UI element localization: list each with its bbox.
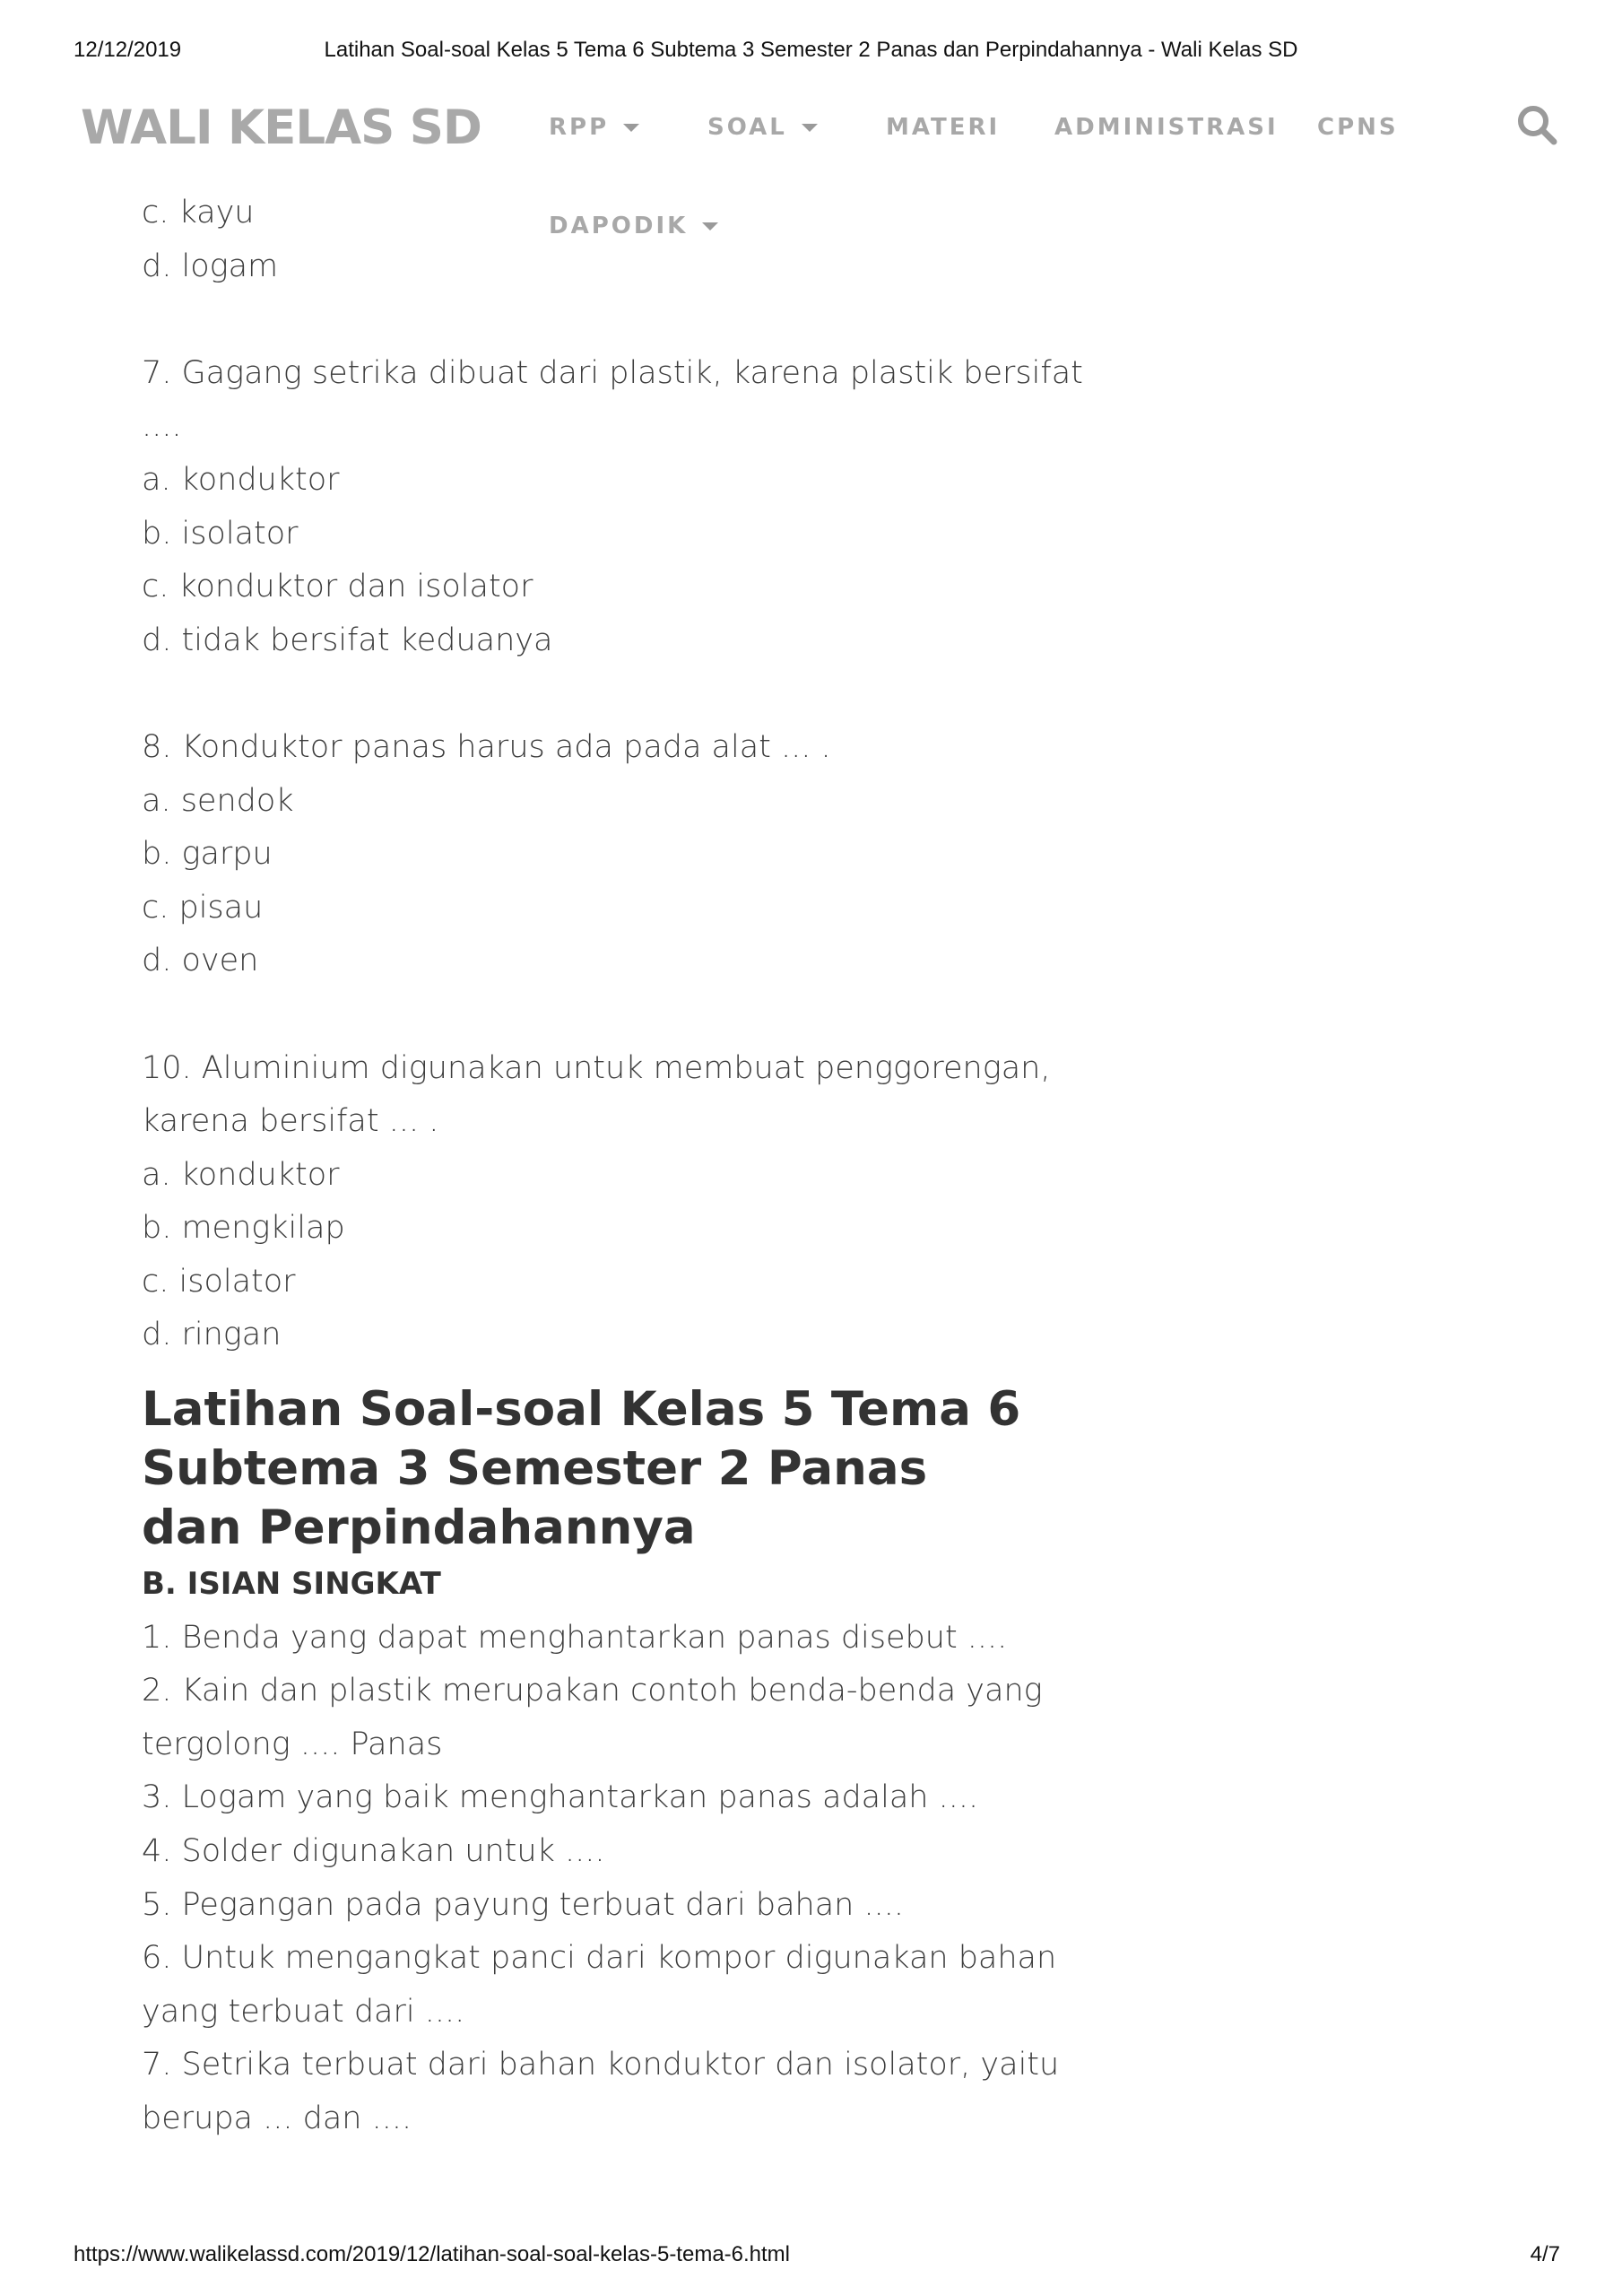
nav-item-rpp[interactable] <box>549 114 639 141</box>
nav-item-label: RPP <box>549 114 610 141</box>
page-url[interactable]: https://www.walikelassd.com/2019/12/latihan-soal-soal-kelas-5-tema-6.html <box>74 2242 791 2266</box>
option-item: c. kayu <box>142 195 255 230</box>
section-heading: B. ISIAN SINGKAT <box>142 1566 441 1603</box>
option-item: c. isolator <box>142 1263 296 1300</box>
question-text: karena bersifat ... . <box>142 1103 439 1140</box>
nav-item-label: DAPODIK <box>549 213 689 239</box>
question-8 <box>142 721 1038 988</box>
nav-item-soal[interactable] <box>707 114 818 141</box>
caret-down-icon <box>623 124 639 132</box>
question-7 <box>142 347 1083 668</box>
short-answer-line: 2. Kain dan plastik merupakan contoh benda-benda yang <box>142 1673 1043 1709</box>
option-item: d. ringan <box>142 1317 282 1353</box>
short-answer-list <box>142 1612 1060 2146</box>
question-10 <box>142 1042 1051 1363</box>
short-answer-line: yang terbuat dari .... <box>142 1993 465 2030</box>
print-page-title: Latihan Soal-soal Kelas 5 Tema 6 Subtema 3 Semester 2 Panas dan Perpindahannya - Wali Kelas SD <box>324 38 1298 62</box>
option-item: a. konduktor <box>142 1156 340 1193</box>
short-answer-line: tergolong .... Panas <box>142 1726 443 1762</box>
search-icon[interactable] <box>1515 103 1558 146</box>
question-text: 10. Aluminium digunakan untuk membuat penggorengan, <box>142 1049 1051 1086</box>
option-item: b. mengkilap <box>142 1210 345 1247</box>
option-item: c. konduktor dan isolator <box>142 569 533 605</box>
option-item: d. logam <box>142 248 279 284</box>
caret-down-icon <box>802 124 818 132</box>
question-text: 8. Konduktor panas harus ada pada alat ... . <box>142 728 831 765</box>
option-item: c. pisau <box>142 889 264 926</box>
short-answer-line: 1. Benda yang dapat menghantarkan panas disebut .... <box>142 1619 1008 1656</box>
site-logo[interactable]: WALI KELAS SD <box>81 100 481 155</box>
nav-item-label: MATERI <box>886 114 1001 141</box>
option-item: d. oven <box>142 943 259 979</box>
question-text: 7. Gagang setrika dibuat dari plastik, karena plastik bersifat <box>142 354 1083 391</box>
short-answer-line: 4. Solder digunakan untuk .... <box>142 1833 605 1870</box>
short-answer-line: berupa ... dan .... <box>142 2100 412 2136</box>
question-text: .... <box>142 408 182 445</box>
nav-item-administrasi[interactable] <box>1054 114 1279 141</box>
short-answer-line: 7. Setrika terbuat dari bahan konduktor dan isolator, yaitu <box>142 2047 1060 2083</box>
nav-item-label: CPNS <box>1317 114 1399 141</box>
option-item: a. konduktor <box>142 461 340 498</box>
article-heading: Latihan Soal-soal Kelas 5 Tema 6 Subtema 3 Semester 2 Panas dan Perpindahannya <box>142 1382 1021 1556</box>
nav-item-label: SOAL <box>707 114 787 141</box>
option-item: b. isolator <box>142 515 299 552</box>
nav-item-materi[interactable] <box>886 114 1000 141</box>
nav-item-label: ADMINISTRASI <box>1054 114 1279 141</box>
article-content <box>142 187 1083 2146</box>
option-item: b. garpu <box>142 836 273 873</box>
short-answer-line: 5. Pegangan pada payung terbuat dari bahan .... <box>142 1886 904 1923</box>
page-number: 4/7 <box>1530 2242 1560 2266</box>
short-answer-line: 6. Untuk mengangkat panci dari kompor digunakan bahan <box>142 1940 1057 1977</box>
print-date: 12/12/2019 <box>74 38 182 62</box>
short-answer-line: 3. Logam yang baik menghantarkan panas adalah .... <box>142 1779 979 1816</box>
option-item: d. tidak bersifat keduanya <box>142 622 553 658</box>
nav-item-cpns[interactable] <box>1317 114 1399 141</box>
option-item: a. sendok <box>142 782 294 819</box>
